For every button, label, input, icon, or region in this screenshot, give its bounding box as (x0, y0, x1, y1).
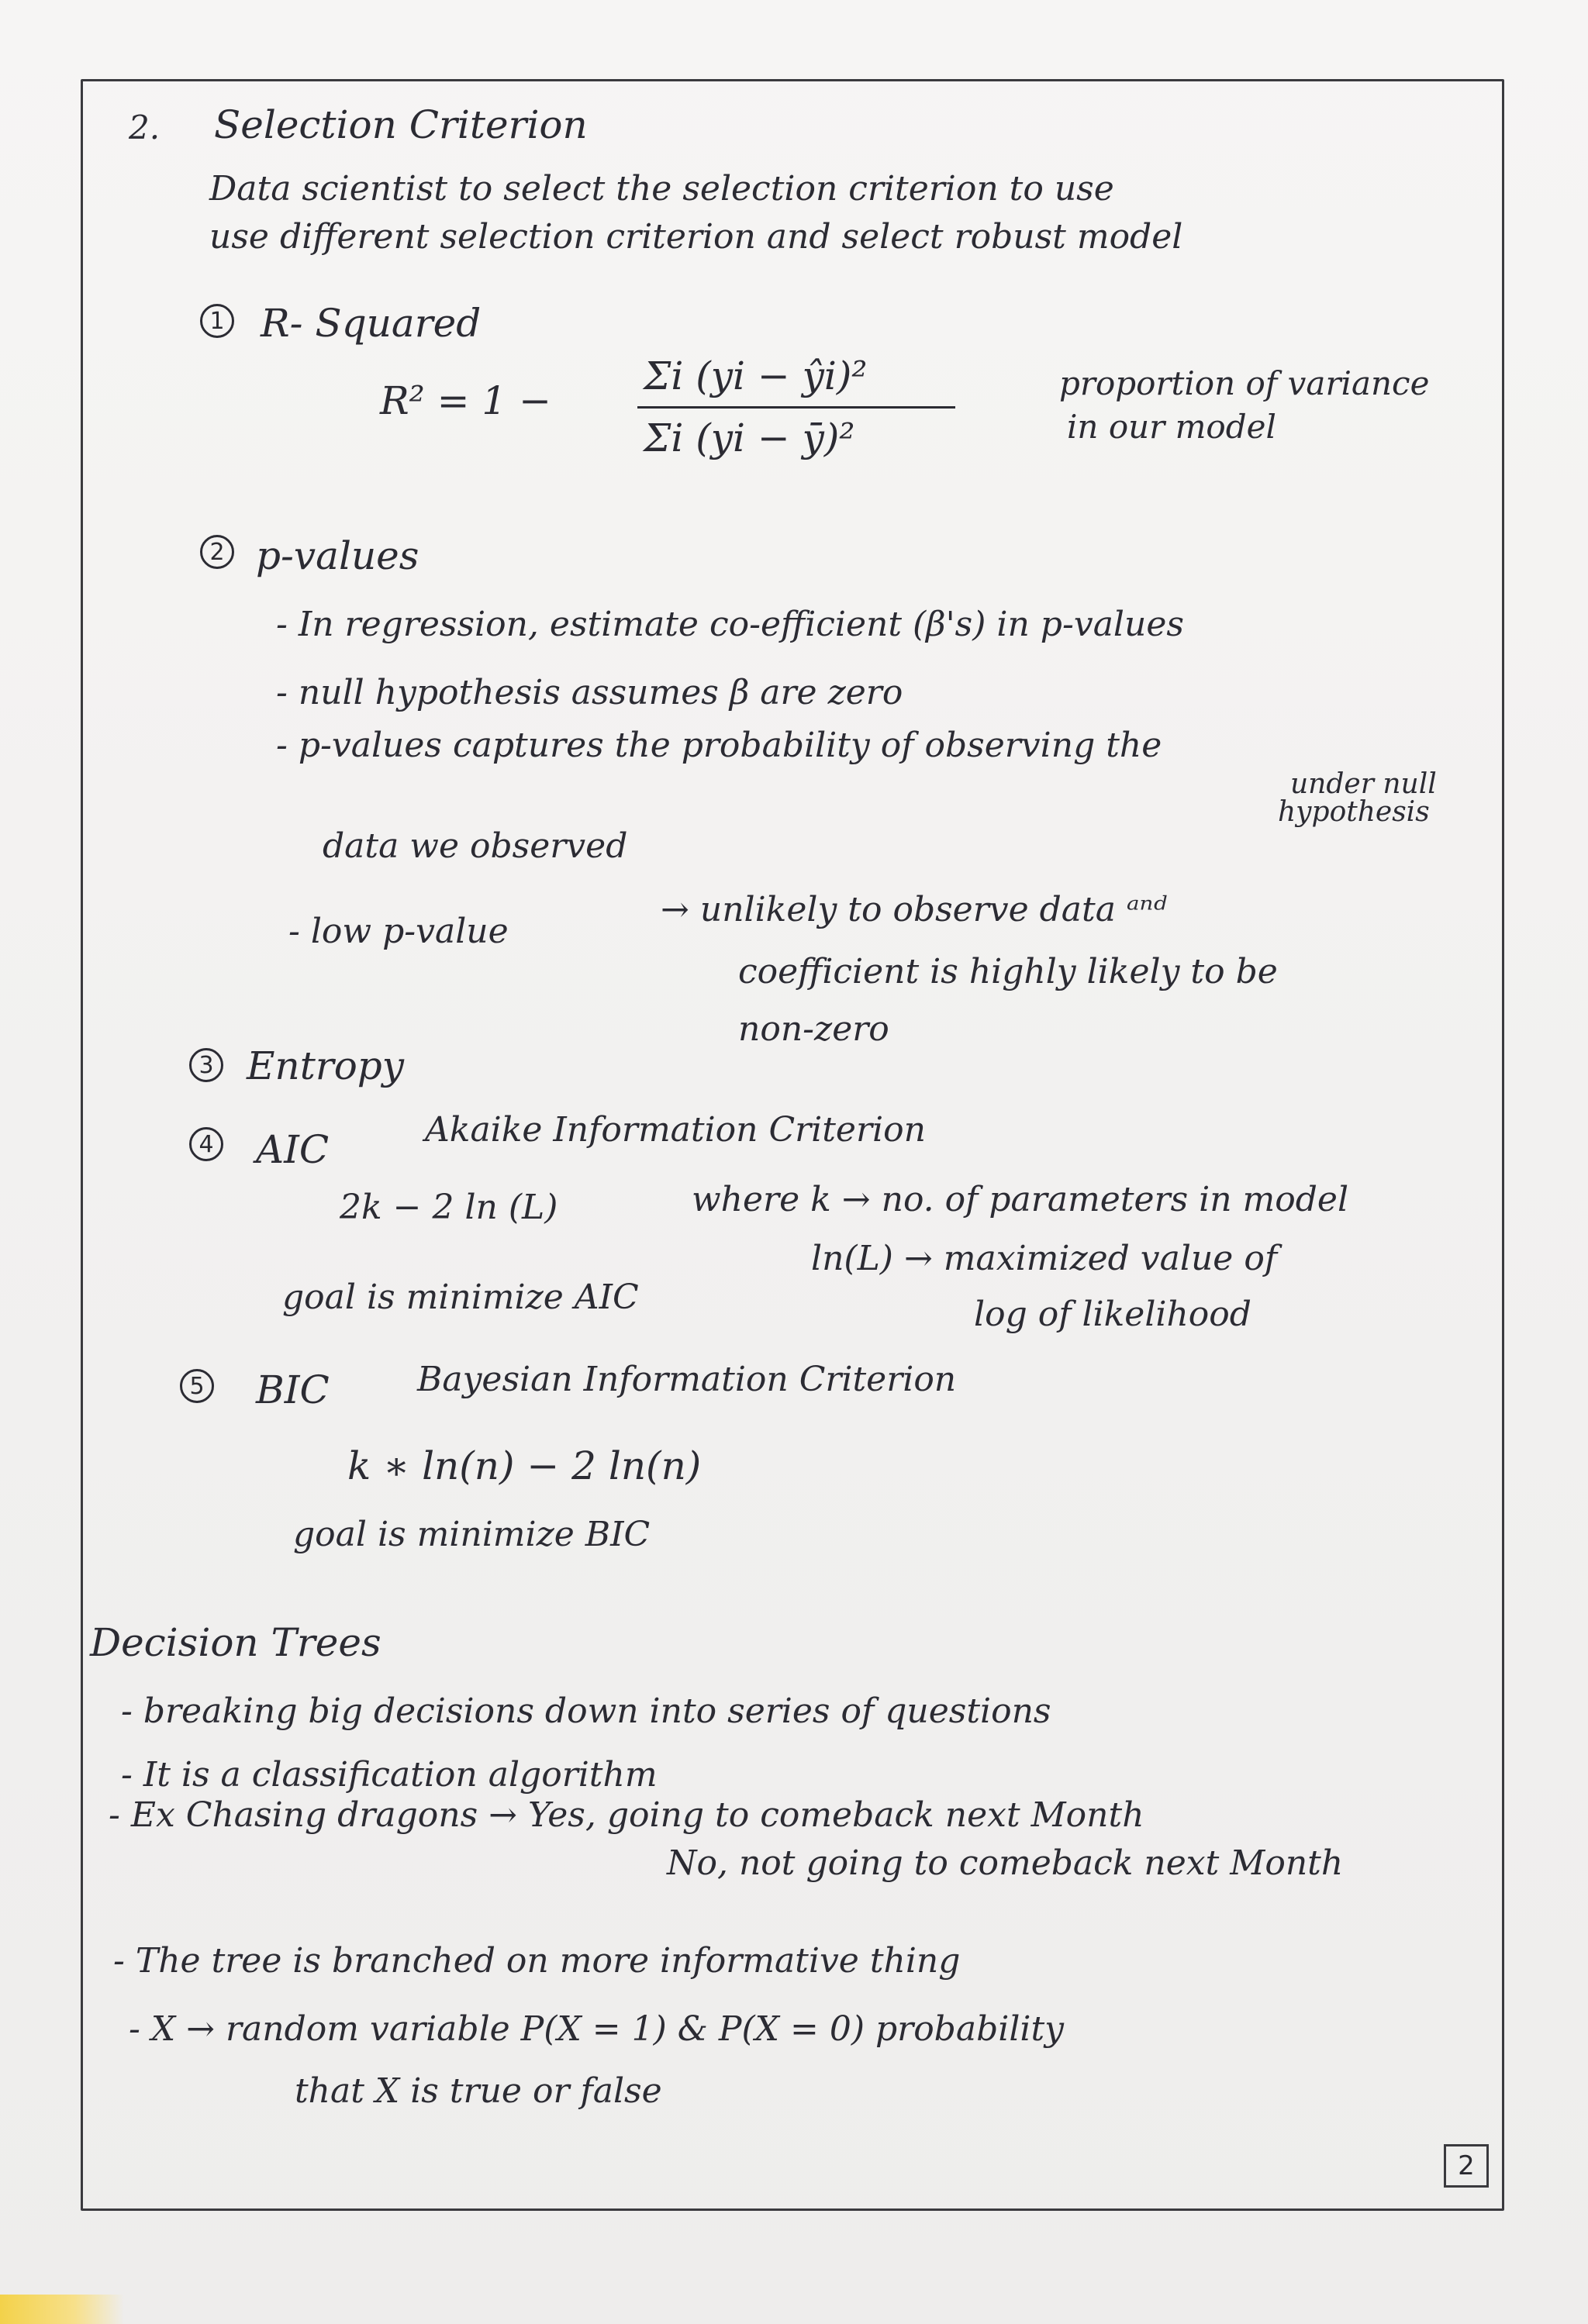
decision-trees-bullet-1: - breaking big decisions down into series of questions (121, 1691, 1051, 1731)
aic-formula: 2k − 2 ln (L) (340, 1188, 558, 1227)
p-values-bullet-4: - low p-value (288, 912, 509, 951)
r-squared-denominator: Σi (yi − ȳ)² (644, 415, 855, 460)
decision-trees-bullet-2: - It is a classification algorithm (121, 1755, 658, 1795)
p-values-title: p-values (256, 533, 419, 578)
item-number-2: 2 (200, 535, 234, 569)
r-squared-note-1: proportion of variance (1059, 364, 1430, 402)
decision-trees-bullet-5: - X → random variable P(X = 1) & P(X = 0) probability (129, 2009, 1065, 2049)
p-values-under-null: under null (1290, 768, 1437, 800)
decision-trees-bullet-5-cont: that X is true or false (295, 2071, 662, 2111)
entropy-title: Entropy (247, 1043, 405, 1088)
highlighter-mark (0, 2295, 124, 2324)
p-values-hypothesis: hypothesis (1278, 796, 1430, 828)
bic-full-name: Bayesian Information Criterion (417, 1360, 957, 1399)
aic-where-1: where k → no. of parameters in model (692, 1180, 1349, 1219)
decision-trees-bullet-3: - Ex Chasing dragons → Yes, going to comeback next Month (109, 1795, 1144, 1835)
r-squared-title: R- Squared (261, 301, 482, 346)
p-values-bullet-2: - null hypothesis assumes β are zero (276, 673, 903, 712)
section-title: Selection Criterion (214, 102, 588, 147)
fraction-bar (637, 406, 955, 409)
item-number-3: 3 (189, 1048, 223, 1082)
bic-title: BIC (256, 1367, 330, 1412)
item-number-5: 5 (180, 1369, 214, 1403)
p-values-bullet-1: - In regression, estimate co-efficient (β's) in p-values (276, 605, 1184, 644)
aic-where-3: log of likelihood (974, 1295, 1251, 1334)
p-values-bullet-3-cont: data we observed (323, 826, 628, 866)
aic-full-name: Akaike Information Criterion (425, 1110, 926, 1150)
r-squared-lhs: R² = 1 − (380, 378, 551, 423)
item-number-1: 1 (200, 304, 234, 338)
page-number: 2 (1444, 2144, 1489, 2188)
p-values-bullet-4-cont-1: coefficient is highly likely to be (738, 952, 1278, 991)
aic-goal: goal is minimize AIC (282, 1278, 639, 1317)
bullet-2: use different selection criterion and select robust model (209, 217, 1183, 257)
p-values-bullet-3: - p-values captures the probability of observing the (276, 726, 1162, 765)
bullet-1: Data scientist to select the selection criterion to use (209, 169, 1114, 209)
bic-formula: k ∗ ln(n) − 2 ln(n) (347, 1443, 702, 1488)
decision-trees-title: Decision Trees (90, 1620, 381, 1665)
aic-where-2: ln(L) → maximized value of (811, 1239, 1278, 1278)
decision-trees-bullet-4: - The tree is branched on more informative thing (113, 1941, 961, 1981)
decision-trees-bullet-3-no: No, not going to comeback next Month (667, 1843, 1344, 1883)
item-number-4: 4 (189, 1127, 223, 1161)
r-squared-numerator: Σi (yi − ŷi)² (644, 353, 868, 398)
section-number: 2. (129, 109, 161, 147)
bic-goal: goal is minimize BIC (293, 1515, 651, 1554)
p-values-bullet-4-result: → unlikely to observe data ᵃⁿᵈ (661, 890, 1167, 929)
r-squared-note-2: in our model (1067, 408, 1276, 446)
aic-title: AIC (256, 1127, 330, 1172)
p-values-bullet-4-cont-2: non-zero (738, 1009, 889, 1049)
